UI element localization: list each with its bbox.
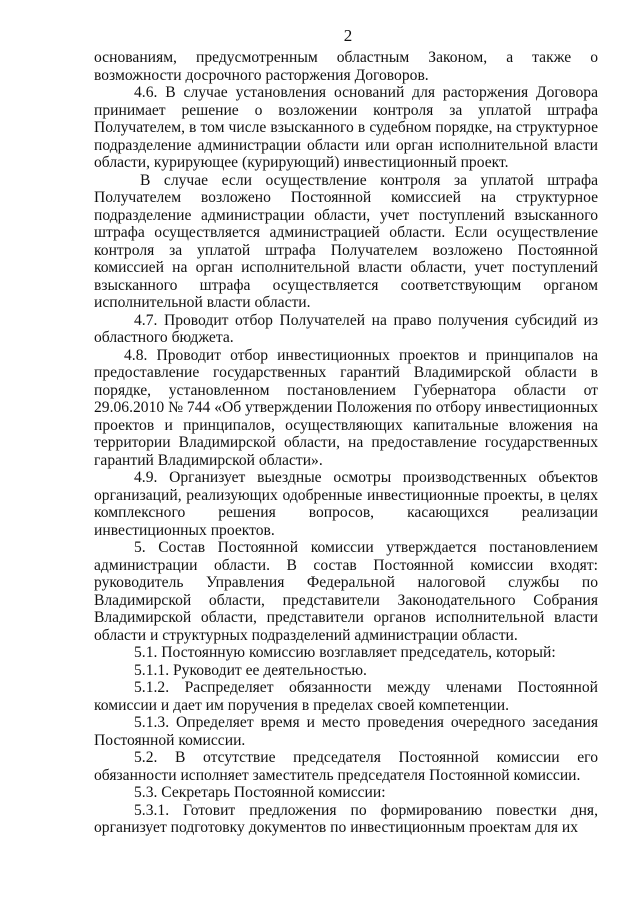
paragraph-5-1-3: 5.1.3. Определяет время и место проведения очередного заседания Постоянной комиссии. bbox=[94, 714, 598, 749]
document-page bbox=[94, 26, 598, 837]
paragraph-5-1-1: 5.1.1. Руководит ее деятельностью. bbox=[134, 661, 367, 679]
paragraph-5-1: 5.1. Постоянную комиссию возглавляет председатель, который: bbox=[134, 644, 556, 661]
paragraph-5-3-1: 5.3.1. Готовит предложения по формированию повестки дня, организует подготовку документов по инвестиционным проектам для их bbox=[94, 801, 598, 836]
paragraph-5-3: 5.3. Секретарь Постоянной комиссии: bbox=[134, 784, 386, 801]
paragraph-4-9: 4.9. Организует выездные осмотры производственных объектов организаций, реализующих одобренные инвестиционные проекты, в целях комплексного решения вопросов, касающихся реализации инвестиционных проектов. bbox=[94, 469, 598, 539]
paragraph-5: 5. Состав Постоянной комиссии утверждается постановлением администрации области. В состав Постоянной комиссии входят: руководитель Управления Федеральной налоговой службы по Владимирской области, представители Законодательного Собрания Владимирской области, представители органов исполнительной власти области и структурных подразделений администрации области. bbox=[94, 539, 598, 644]
paragraph-fine-accounting: В случае если осуществление контроля за уплатой штрафа Получателем возложено Постоянной комиссией на структурное подразделение администрации области, учет поступлений взысканного штрафа осуществляется администрацией области. Если осуществление контроля за уплатой штрафа Получателем возложено Постоянной комиссией на орган исполнительной власти области, учет поступлений взысканного штрафа осуществляется соответствующим органом исполнительной власти области. bbox=[94, 171, 598, 311]
paragraph-4-8: 4.8. Проводит отбор инвестиционных проектов и принципалов на предоставление государственных гарантий Владимирской области в порядке, установленном постановлением Губернатора области от 29.06.2010 № 744 «Об утверждении Положения по отбору инвестиционных проектов и принципалов, осуществляющих капитальные вложения на территории Владимирской области, на предоставление государственных гарантий Владимирской области». bbox=[94, 346, 598, 469]
paragraph-4-7: 4.7. Проводит отбор Получателей на право получения субсидий из областного бюджета. bbox=[94, 311, 598, 346]
page-number: 2 bbox=[343, 26, 353, 45]
paragraph-5-2: 5.2. В отсутствие председателя Постоянной комиссии его обязанности исполняет заместитель председателя Постоянной комиссии. bbox=[94, 749, 598, 784]
paragraph-4-6: 4.6. В случае установления оснований для расторжения Договора принимает решение о возложении контроля за уплатой штрафа Получателем, в том числе взысканного в судебном порядке, на структурное подразделение администрации области или орган исполнительной власти области, курирующее (курирующий) инвестиционный проект. bbox=[94, 84, 598, 171]
paragraph-5-1-2: 5.1.2. Распределяет обязанности между членами Постоянной комиссии и дает им поручения в пределах своей компетенции. bbox=[94, 679, 598, 714]
paragraph-continuation: основаниям, предусмотренным областным Законом, а также о возможности досрочного расторжения Договоров. bbox=[94, 49, 598, 84]
